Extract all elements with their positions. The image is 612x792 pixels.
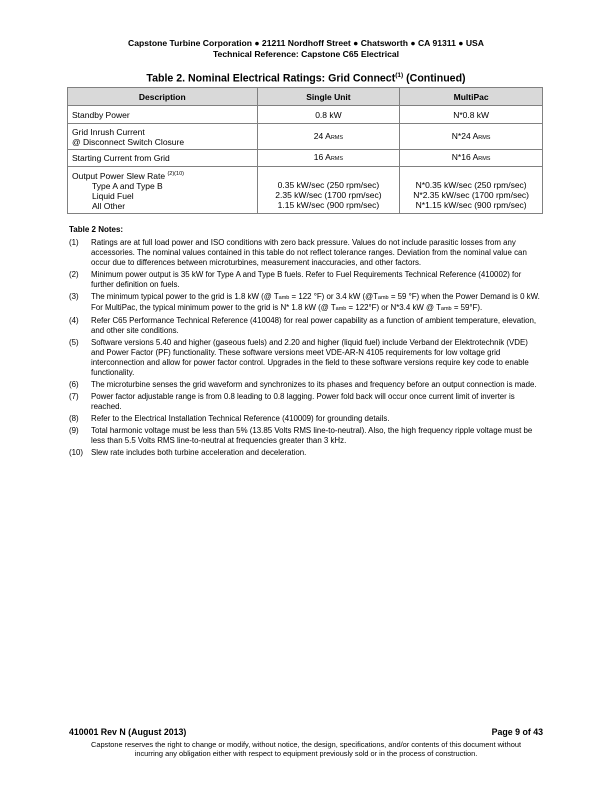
electrical-ratings-table bbox=[67, 87, 543, 214]
header-doc-title: Technical Reference: Capstone C65 Electrical bbox=[212, 49, 400, 59]
value-text: N*16 A bbox=[451, 152, 479, 162]
document-id: 410001 Rev N (August 2013) bbox=[69, 727, 187, 737]
table-row bbox=[68, 167, 543, 214]
single-unit-value bbox=[257, 167, 400, 214]
page-number: Page 9 of 43 bbox=[491, 727, 543, 737]
note-item bbox=[69, 380, 543, 390]
row-description bbox=[68, 124, 258, 150]
slew-rate-text: Output Power Slew Rate bbox=[72, 170, 166, 181]
table-row bbox=[68, 124, 543, 150]
footer-disclaimer bbox=[69, 740, 543, 758]
notes-title: Table 2 Notes: bbox=[69, 225, 124, 234]
note-text: The microturbine senses the grid waveform and synchronizes to its phases and frequency before an output connection is made. bbox=[91, 380, 537, 389]
multipac-value bbox=[400, 124, 543, 150]
slew-sub-label: All Other bbox=[92, 200, 126, 211]
note-text: Ratings are at full load power and ISO conditions with zero back pressure. Values do not include parasitic losses from any accessories. The nominal values contained in this table do not reflect tolerance ranges. Deviation from the nominal value can occur due to differences between microturbines, measurement inaccuracies, and other factors. bbox=[91, 238, 527, 267]
note-text: Power factor adjustable range is from 0.8 leading to 0.8 lagging. Power fold back will occur once current limit of inverter is reached. bbox=[91, 392, 515, 411]
slew-sub-label: Liquid Fuel bbox=[92, 190, 134, 201]
unit-subscript: RMS bbox=[330, 156, 344, 162]
note-item bbox=[69, 338, 543, 378]
column-header: MultiPac bbox=[400, 88, 543, 106]
page-footer bbox=[69, 727, 543, 758]
table-title-suffix: (Continued) bbox=[406, 72, 466, 85]
table-title-text: Table 2. Nominal Electrical Ratings: Grid Connect bbox=[146, 72, 396, 85]
row-description: Starting Current from Grid bbox=[68, 150, 258, 167]
note-number: (2) bbox=[69, 270, 79, 279]
slew-value: N*0.35 kW/sec (250 rpm/sec) bbox=[415, 180, 527, 190]
note-item bbox=[69, 426, 543, 446]
note-text: Refer to the Electrical Installation Technical Reference (410009) for grounding details. bbox=[91, 414, 390, 423]
table-row bbox=[68, 106, 543, 124]
note-text: Total harmonic voltage must be less than 5% (13.85 Volts RMS line-to-neutral). Also, the high frequency ripple voltage must be less than 5.5 Volts RMS line-to-neutral at frequencies greater than 3 kHz. bbox=[91, 426, 533, 445]
multipac-value: N*0.8 kW bbox=[400, 106, 543, 124]
note-item bbox=[69, 316, 543, 336]
note-text: The minimum typical power to the grid is 1.8 kW (@ Tamb = 122 °F) or 3.4 kW (@Tamb = 59 °F) when the Power Demand is 0 kW. For MultiPac, the typical minimum power to the grid is N* 1.8 kW (@ Tamb = 122°F) or N*3.4 kW @ Tamb = 59°F). bbox=[91, 292, 540, 312]
note-item bbox=[69, 292, 543, 314]
multipac-value bbox=[400, 150, 543, 167]
table-row bbox=[68, 150, 543, 167]
note-item bbox=[69, 448, 543, 458]
multipac-value bbox=[400, 167, 543, 214]
unit-subscript: RMS bbox=[478, 156, 491, 162]
column-header: Description bbox=[68, 88, 258, 106]
note-item bbox=[69, 270, 543, 290]
disclaimer-line: Capstone reserves the right to change or modify, without notice, the design, specifications, and/or contents of this document without bbox=[91, 740, 521, 749]
note-number: (1) bbox=[69, 238, 79, 247]
note-number: (8) bbox=[69, 414, 79, 423]
note-number: (9) bbox=[69, 426, 79, 435]
note-number: (6) bbox=[69, 380, 79, 389]
row-description bbox=[68, 167, 258, 214]
unit-subscript: RMS bbox=[478, 134, 491, 141]
disclaimer-line: incurring any obligation either with respect to equipment previously sold or in the process of construction. bbox=[134, 749, 478, 758]
note-number: (3) bbox=[69, 292, 79, 301]
note-item bbox=[69, 414, 543, 424]
table-header-row bbox=[68, 88, 543, 106]
single-unit-value bbox=[257, 150, 400, 167]
note-item bbox=[69, 238, 543, 268]
header-company-line: Capstone Turbine Corporation ● 21211 Nordhoff Street ● Chatsworth ● CA 91311 ● USA bbox=[128, 38, 484, 48]
footer-row bbox=[69, 727, 543, 737]
page-header bbox=[0, 38, 612, 60]
note-text: Minimum power output is 35 kW for Type A and Type B fuels. Refer to Fuel Requirements Technical Reference (410002) for further definition on fuels. bbox=[91, 270, 522, 289]
row-description-line: Grid Inrush Current bbox=[72, 126, 145, 137]
slew-value: N*1.15 kW/sec (900 rpm/sec) bbox=[415, 200, 527, 210]
value-text: 16 A bbox=[313, 152, 331, 162]
column-header: Single Unit bbox=[257, 88, 400, 106]
slew-value: 2.35 kW/sec (1700 rpm/sec) bbox=[275, 190, 382, 200]
note-number: (7) bbox=[69, 392, 79, 401]
note-number: (5) bbox=[69, 338, 79, 347]
table-title bbox=[0, 72, 612, 85]
note-text: Refer C65 Performance Technical Reference (410048) for real power capability as a function of ambient temperature, elevation, and other site conditions. bbox=[91, 316, 537, 335]
single-unit-value: 0.8 kW bbox=[257, 106, 400, 124]
note-item bbox=[69, 392, 543, 412]
unit-subscript: RMS bbox=[330, 134, 344, 141]
slew-sub-label: Type A and Type B bbox=[92, 180, 163, 191]
slew-rate-label bbox=[72, 169, 253, 181]
row-description: Standby Power bbox=[68, 106, 258, 124]
single-unit-value bbox=[257, 124, 400, 150]
value-text: 24 A bbox=[313, 130, 331, 141]
note-number: (10) bbox=[69, 448, 84, 457]
slew-value: 1.15 kW/sec (900 rpm/sec) bbox=[277, 200, 380, 210]
slew-value: 0.35 kW/sec (250 rpm/sec) bbox=[277, 180, 380, 190]
notes-list bbox=[69, 238, 543, 460]
note-text: Slew rate includes both turbine acceleration and deceleration. bbox=[91, 448, 307, 457]
note-text: Software versions 5.40 and higher (gaseous fuels) and 2.20 and higher (liquid fuel) include Verband der Elektrotechnik (VDE) and Power Factor (PF) functionality. These software versions meet VDE-AR-N 4105 requirements for low voltage grid interconnection and allow for power factor control. Upgrades in the field to these software versions require key code to enable functionality. bbox=[91, 338, 529, 377]
row-description-line: @ Disconnect Switch Closure bbox=[72, 136, 185, 147]
slew-value: N*2.35 kW/sec (1700 rpm/sec) bbox=[413, 190, 529, 200]
slew-rate-footnote: (2)(10) bbox=[167, 171, 184, 178]
table-title-footnote: (1) bbox=[395, 72, 404, 79]
value-text: N*24 A bbox=[451, 130, 479, 141]
note-number: (4) bbox=[69, 316, 79, 325]
